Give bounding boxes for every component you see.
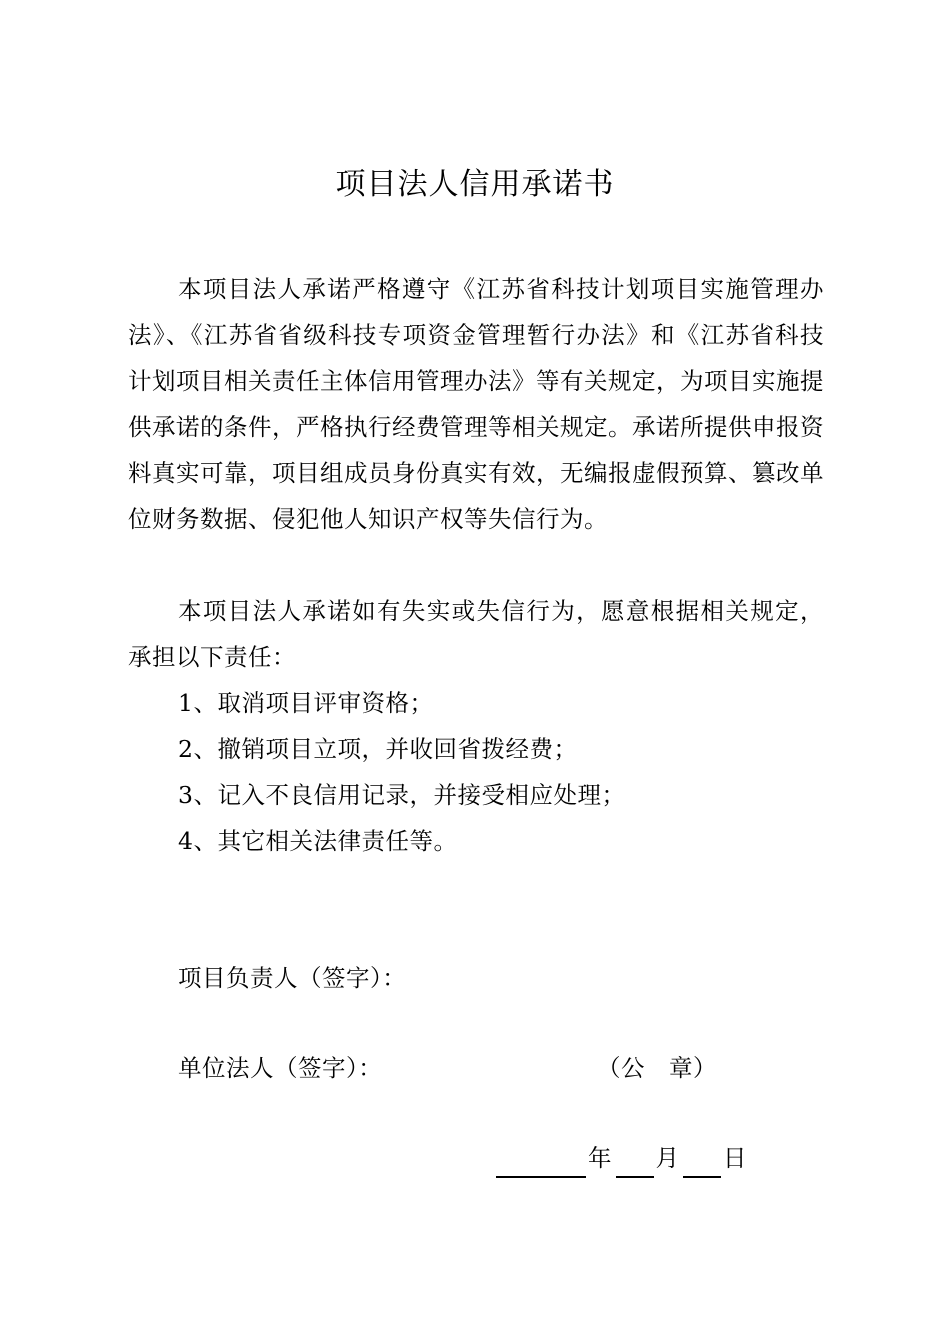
day-label: 日: [723, 1144, 747, 1172]
date-line: [496, 1138, 747, 1180]
project-leader-signature-label: 项目负责人（签字）：: [178, 964, 407, 992]
document-title: 项目法人信用承诺书: [335, 167, 615, 202]
commitment-paragraph: 本项目法人承诺严格遵守《江苏省科技计划项目实施管理办法》、《江苏省省级科技专项资金管理暂行办法》和《江苏省科技计划项目相关责任主体信用管理办法》等有关规定，为项目实施提供承诺的条件，严格执行经费管理等相关规定。承诺所提供申报资料真实可靠，项目组成员身份真实有效，无编报虚假预算、篡改单位财务数据、侵犯他人知识产权等失信行为。: [128, 275, 824, 533]
liability-item-4: 4、其它相关法律责任等。: [178, 827, 458, 855]
year-blank[interactable]: [496, 1140, 586, 1178]
month-blank[interactable]: [616, 1140, 654, 1178]
year-label: 年: [588, 1144, 612, 1172]
official-seal-label: （公 章）: [597, 1054, 717, 1082]
day-blank[interactable]: [683, 1140, 721, 1178]
liability-item-1: 1、取消项目评审资格；: [178, 689, 434, 717]
liability-paragraph: 本项目法人承诺如有失实或失信行为，愿意根据相关规定，承担以下责任：: [128, 597, 824, 671]
liability-item-2: 2、撤销项目立项，并收回省拨经费；: [178, 735, 578, 763]
month-label: 月: [655, 1144, 679, 1172]
legal-rep-signature-label: 单位法人（签字）：: [178, 1054, 383, 1082]
liability-item-3: 3、记入不良信用记录，并接受相应处理；: [178, 781, 626, 809]
